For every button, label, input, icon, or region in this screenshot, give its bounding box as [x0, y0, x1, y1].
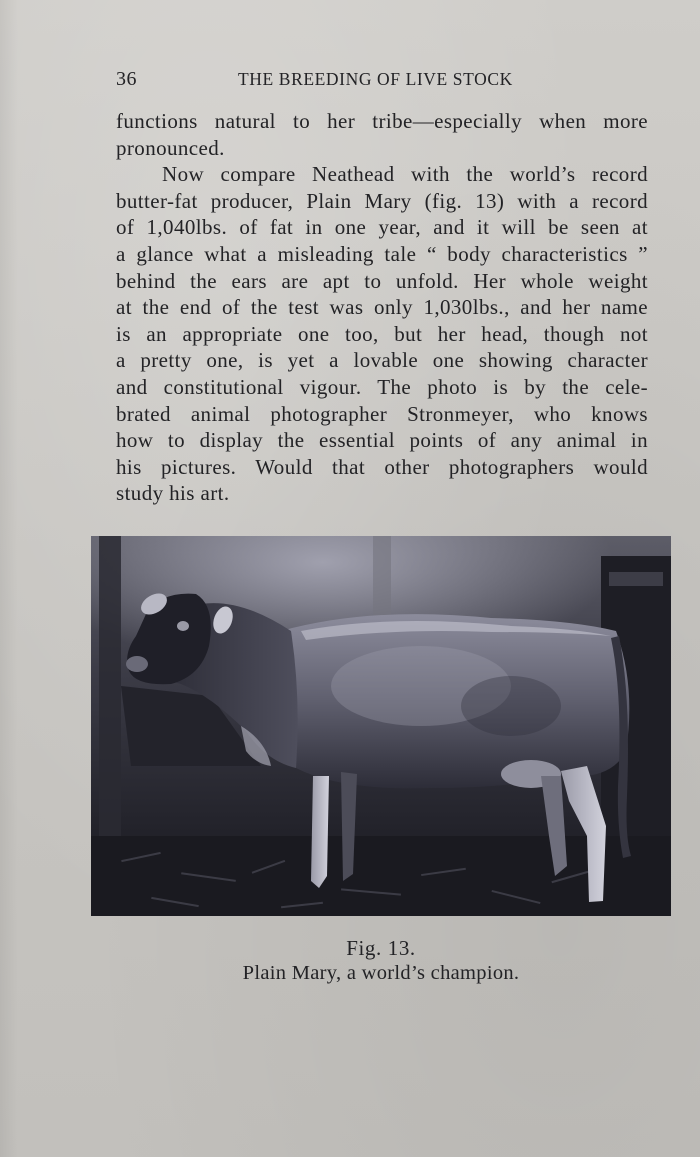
- text-line: how to display the essential points of any animal in: [116, 428, 648, 453]
- text-line: study his art.: [116, 481, 230, 506]
- figure-caption: [91, 936, 671, 986]
- running-head-title: THE BREEDING OF LIVE STOCK: [238, 69, 513, 89]
- stall-rail: [609, 572, 663, 586]
- text-line: Now compare Neathead with the world’s record: [162, 162, 648, 187]
- text-line: a glance what a misleading tale “ body characteristics ”: [116, 241, 648, 266]
- text-line: behind the ears are apt to unfold. Her whole weight: [116, 268, 648, 293]
- text-line: butter-fat producer, Plain Mary (fig. 13) with a record: [116, 188, 648, 213]
- text-line: of 1,040lbs. of fat in one year, and it will be seen at: [116, 215, 648, 240]
- text-line: brated animal photographer Stronmeyer, who knows: [116, 401, 648, 426]
- text-line: pronounced.: [116, 135, 225, 160]
- running-head: [116, 68, 648, 94]
- text-line: his pictures. Would that other photographers would: [116, 454, 648, 479]
- text-line: is an appropriate one too, but her head, though not: [116, 321, 648, 346]
- cow-photograph-illustration: [91, 536, 671, 916]
- figure-description: Plain Mary, a world’s champion.: [242, 962, 520, 984]
- text-line: a pretty one, is yet a lovable one showing character: [116, 348, 648, 373]
- text-line: functions natural to her tribe—especially when more: [116, 109, 648, 133]
- floor: [91, 836, 671, 916]
- figure-label: Fig. 13.: [346, 936, 416, 960]
- text-line: at the end of the test was only 1,030lbs., and her name: [116, 295, 648, 320]
- cow-photograph: [91, 536, 671, 916]
- page-number: 36: [116, 68, 137, 90]
- text-line: and constitutional vigour. The photo is by the cele-: [116, 374, 648, 399]
- body-text: [116, 108, 648, 507]
